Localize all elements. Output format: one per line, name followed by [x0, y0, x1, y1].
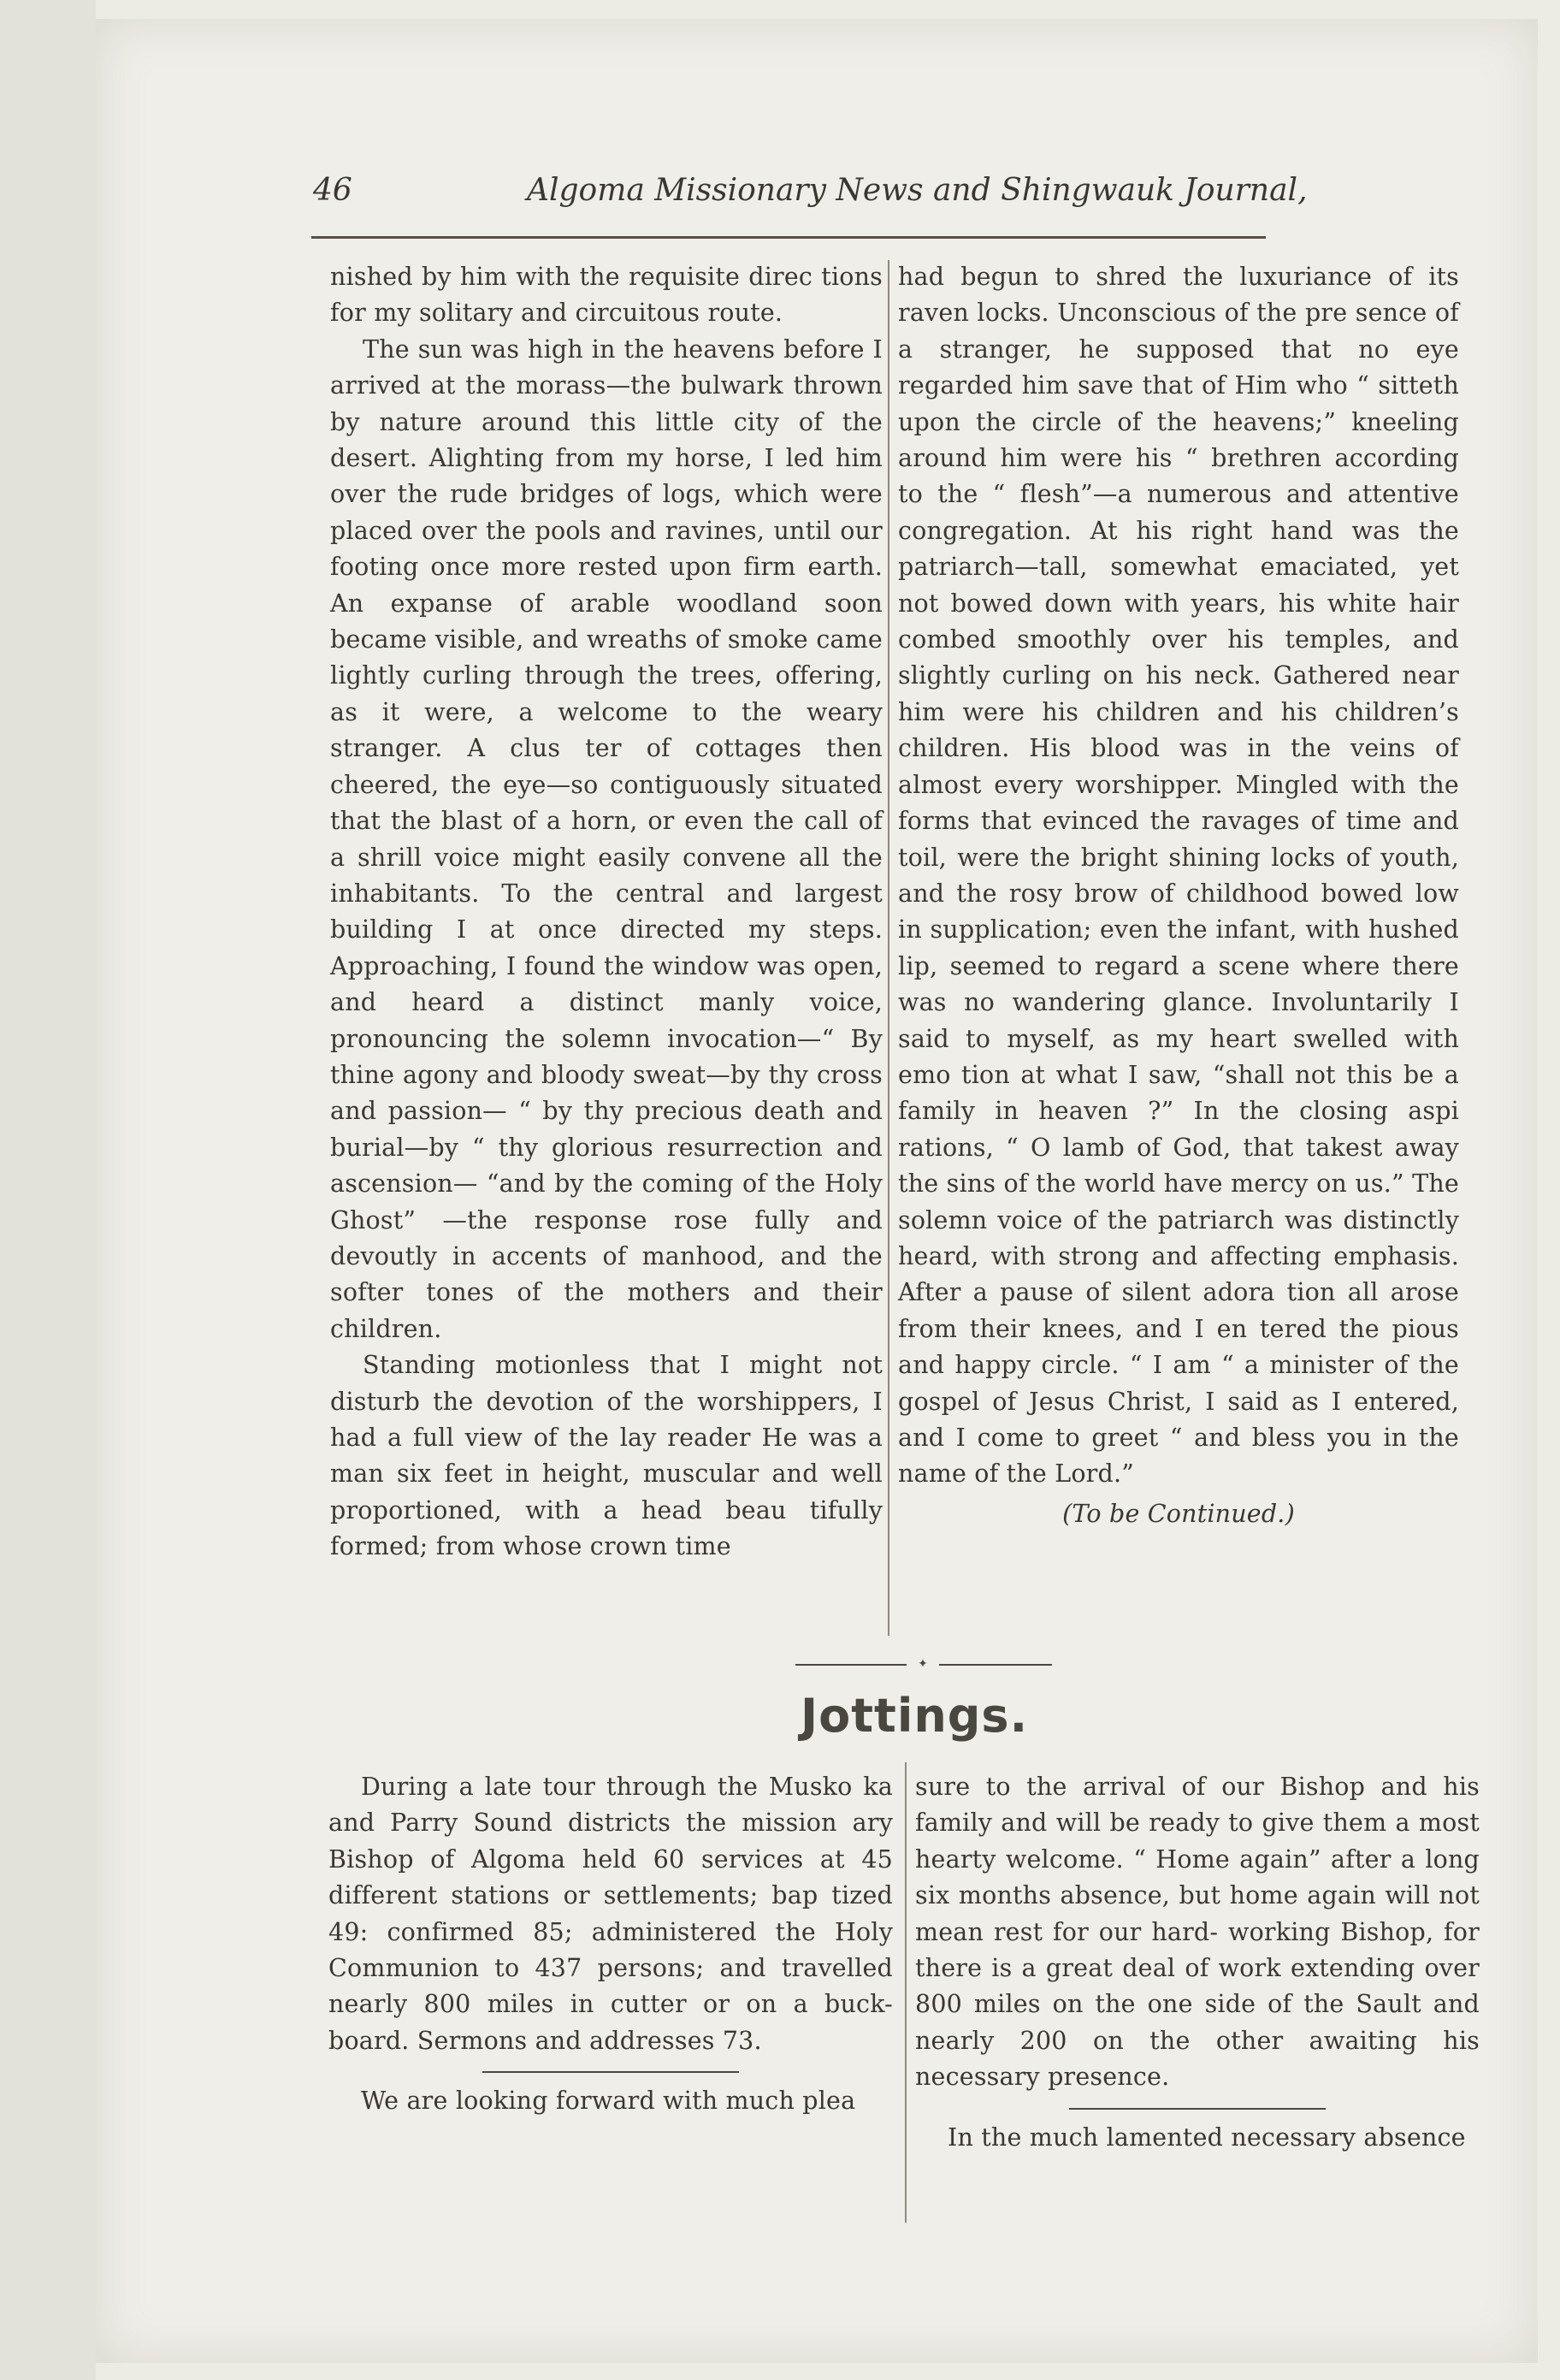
page-number: 46 — [313, 173, 352, 208]
jottings-paragraph: We are looking forward with much plea — [361, 2087, 856, 2116]
ornament-line-left — [795, 1664, 907, 1666]
header-rule — [311, 236, 1266, 239]
jottings-paragraph: sure to the arrival of our Bishop and his family and will be ready to give them a most hearty welcome. “ Home again” after a long six months absence, but home again will not mean rest for our hard- working Bishop, for there is a great deal of work extending over 800 miles on the one side of the Sault and nearly 200 on the other awaiting his necessary presence. — [915, 1773, 1480, 2092]
jottings-paragraph: In the much lamented necessary absence — [948, 2122, 1466, 2152]
journal-title: Algoma Missionary News and Shingwauk Journal, — [527, 173, 1308, 208]
article-column-right — [898, 259, 1459, 1532]
page-header — [313, 173, 1308, 217]
article-paragraph: nished by him with the requisite direc tions for my solitary and circuitous route. — [330, 263, 883, 328]
article-column-left — [330, 259, 883, 1566]
jottings-paragraph: During a late tour through the Musko ka and Parry Sound districts the mission ary Bishop of Algoma held 60 services at 45 different stations or settlements; bap tized 49: confirmed 85; administered the Holy Communion to 437 persons; and travelled nearly 800 miles in cutter or on a buck-board. Sermons and addresses 73. — [328, 1773, 893, 2055]
item-separator-rule — [1069, 2108, 1326, 2110]
ornament-center-icon: ✦ — [918, 1657, 928, 1671]
section-divider-ornament — [795, 1658, 1052, 1672]
jottings-column-left — [328, 1769, 893, 2120]
to-be-continued: (To be Continued.) — [1062, 1499, 1295, 1528]
jottings-heading: Jottings. — [801, 1689, 1029, 1743]
ornament-line-right — [939, 1664, 1052, 1666]
column-divider — [888, 260, 889, 1636]
item-separator-rule — [482, 2071, 739, 2073]
article-paragraph: had begun to shred the luxuriance of its raven locks. Unconscious of the pre sence of a stranger, he supposed that no eye regarded him save that of Him who “ sitteth upon the circle of the heavens;” kneeling around him were his “ brethren according to the “ flesh”—a numerous and attentive congregation. At his right hand was the patriarch—tall, somewhat emaciated, yet not bowed down with years, his white hair combed smoothly over his temples, and slightly curling on his neck. Gathered near him were his children and his children’s children. His blood was in the veins of almost every worshipper. Mingled with the forms that evinced the ravages of time and toil, were the bright shining locks of youth, and the rosy brow of childhood bowed low in supplication; even the infant, with hushed lip, seemed to regard a scene where there was no wandering glance. Involuntarily I said to myself, as my heart swelled with emo tion at what I saw, “shall not this be a family in heaven ?” In the closing aspi rations, “ O lamb of God, that takest away the sins of the world have mercy on us.” The solemn voice of the patriarch was distinctly heard, with strong and affecting emphasis. After a pause of silent adora tion all arose from their knees, and I en tered the pious and happy circle. “ I am “ a minister of the gospel of Jesus Christ, I said as I entered, and I come to greet “ and bless you in the name of the Lord.” — [898, 263, 1459, 1489]
article-paragraph: Standing motionless that I might not disturb the devotion of the worshippers, I had a full view of the lay reader He was a man six feet in height, muscular and well proportioned, with a head beau tifully formed; from whose crown time — [330, 1351, 883, 1561]
column-divider — [905, 1762, 907, 2223]
jottings-column-right — [915, 1769, 1480, 2156]
article-paragraph: The sun was high in the heavens before I arrived at the morass—the bulwark thrown by nature around this little city of the desert. Alighting from my horse, I led him over the rude bridges of logs, which were placed over the pools and ravines, until our footing once more rested upon firm earth. An expanse of arable woodland soon became visible, and wreaths of smoke came lightly curling through the trees, offering, as it were, a welcome to the weary stranger. A clus ter of cottages then cheered, the eye—so contiguously situated that the blast of a horn, or even the call of a shrill voice might easily convene all the inhabitants. To the central and largest building I at once directed my steps. Approaching, I found the window was open, and heard a distinct manly voice, pronouncing the solemn invocation—“ By thine agony and bloody sweat—by thy cross and passion— “ by thy precious death and burial—by “ thy glorious resurrection and ascension— “and by the coming of the Holy Ghost” —the response rose fully and devoutly in accents of manhood, and the softer tones of the mothers and their children. — [330, 335, 883, 1343]
page-margin-left — [0, 0, 96, 2380]
